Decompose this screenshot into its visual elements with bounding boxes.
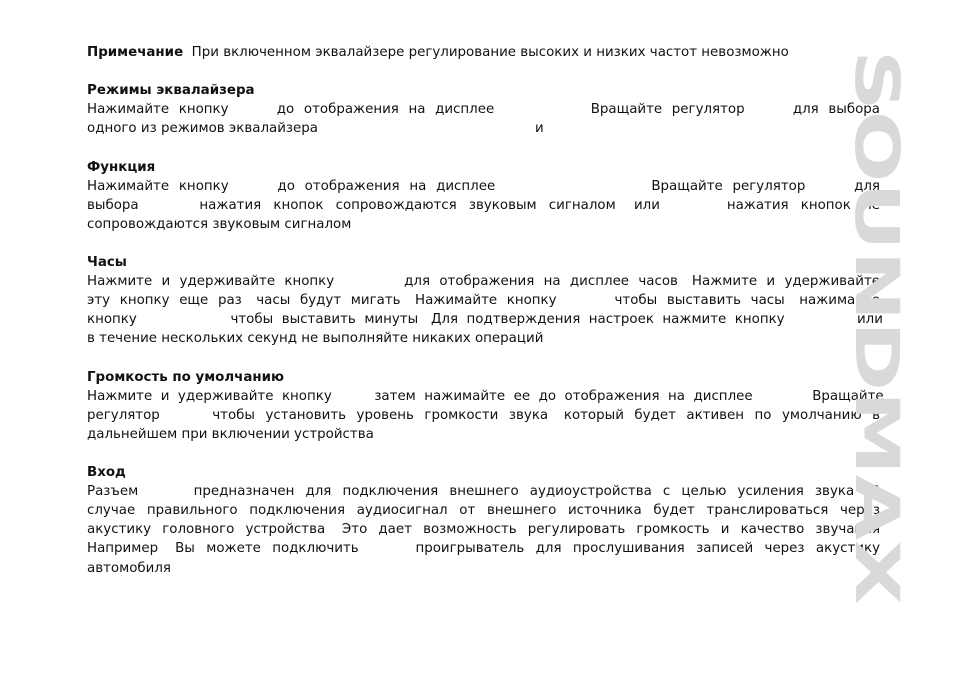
section-line: Нажмите и удерживайте кнопку затем нажимайте ее до отображения на дисплее Вращайте xyxy=(87,388,884,404)
section-line: случае правильного подключения аудиосигнал от внешнего источника будет транслироваться через xyxy=(87,503,880,519)
section-line: Нажимайте кнопку до отображения на дисплее Вращайте регулятор для выбора xyxy=(87,102,880,118)
section-line: Нажимайте кнопку до отображения на дисплее Вращайте регулятор для xyxy=(87,178,880,194)
section-default-volume xyxy=(87,368,884,444)
section-line: Например Вы можете подключить проигрыватель для прослушивания записей через акустику xyxy=(87,541,880,557)
brand-logo-text: SOUNDMAX xyxy=(841,50,913,452)
section-line: автомобиля xyxy=(87,560,171,576)
section-line: Разъем предназначен для подключения внешнего аудиоустройства с целью усиления звука В xyxy=(87,484,880,500)
section-clock xyxy=(87,253,883,348)
section-line: одного из режимов эквалайзера и xyxy=(87,121,544,137)
note-text: При включенном эквалайзере регулирование высоких и низких частот невозможно xyxy=(191,45,789,60)
section-line: Нажмите и удерживайте кнопку для отображения на дисплее часов Нажмите и удерживайте xyxy=(87,274,880,290)
manual-page-body xyxy=(87,43,884,597)
section-line: кнопку чтобы выставить минуты Для подтверждения настроек нажмите кнопку или xyxy=(87,312,883,328)
section-title: Функция xyxy=(87,159,156,175)
section-title: Часы xyxy=(87,255,127,271)
section-line: эту кнопку еще раз часы будут мигать Нажимайте кнопку чтобы выставить часы нажимайте xyxy=(87,293,880,309)
section-line: в течение нескольких секунд не выполняйте никаких операций xyxy=(87,331,544,347)
section-title: Вход xyxy=(87,465,126,481)
section-title: Громкость по умолчанию xyxy=(87,369,285,385)
brand-logo xyxy=(841,50,949,605)
section-line: выбора нажатия кнопок сопровождаются звуковым сигналом или нажатия кнопок не xyxy=(87,197,880,213)
section-line: сопровождаются звуковым сигналом xyxy=(87,216,352,232)
section-title: Режимы эквалайзера xyxy=(87,83,255,99)
note-paragraph xyxy=(87,43,880,62)
section-line: акустику головного устройства Это дает возможность регулировать громкость и качество звучания xyxy=(87,522,880,538)
section-line: регулятор чтобы установить уровень громкости звука который будет активен по умолчанию в xyxy=(87,407,880,423)
section-input xyxy=(87,463,880,578)
section-equalizer-modes xyxy=(87,81,880,138)
section-line: дальнейшем при включении устройства xyxy=(87,426,374,442)
note-label: Примечание xyxy=(87,45,184,60)
section-function xyxy=(87,158,880,234)
